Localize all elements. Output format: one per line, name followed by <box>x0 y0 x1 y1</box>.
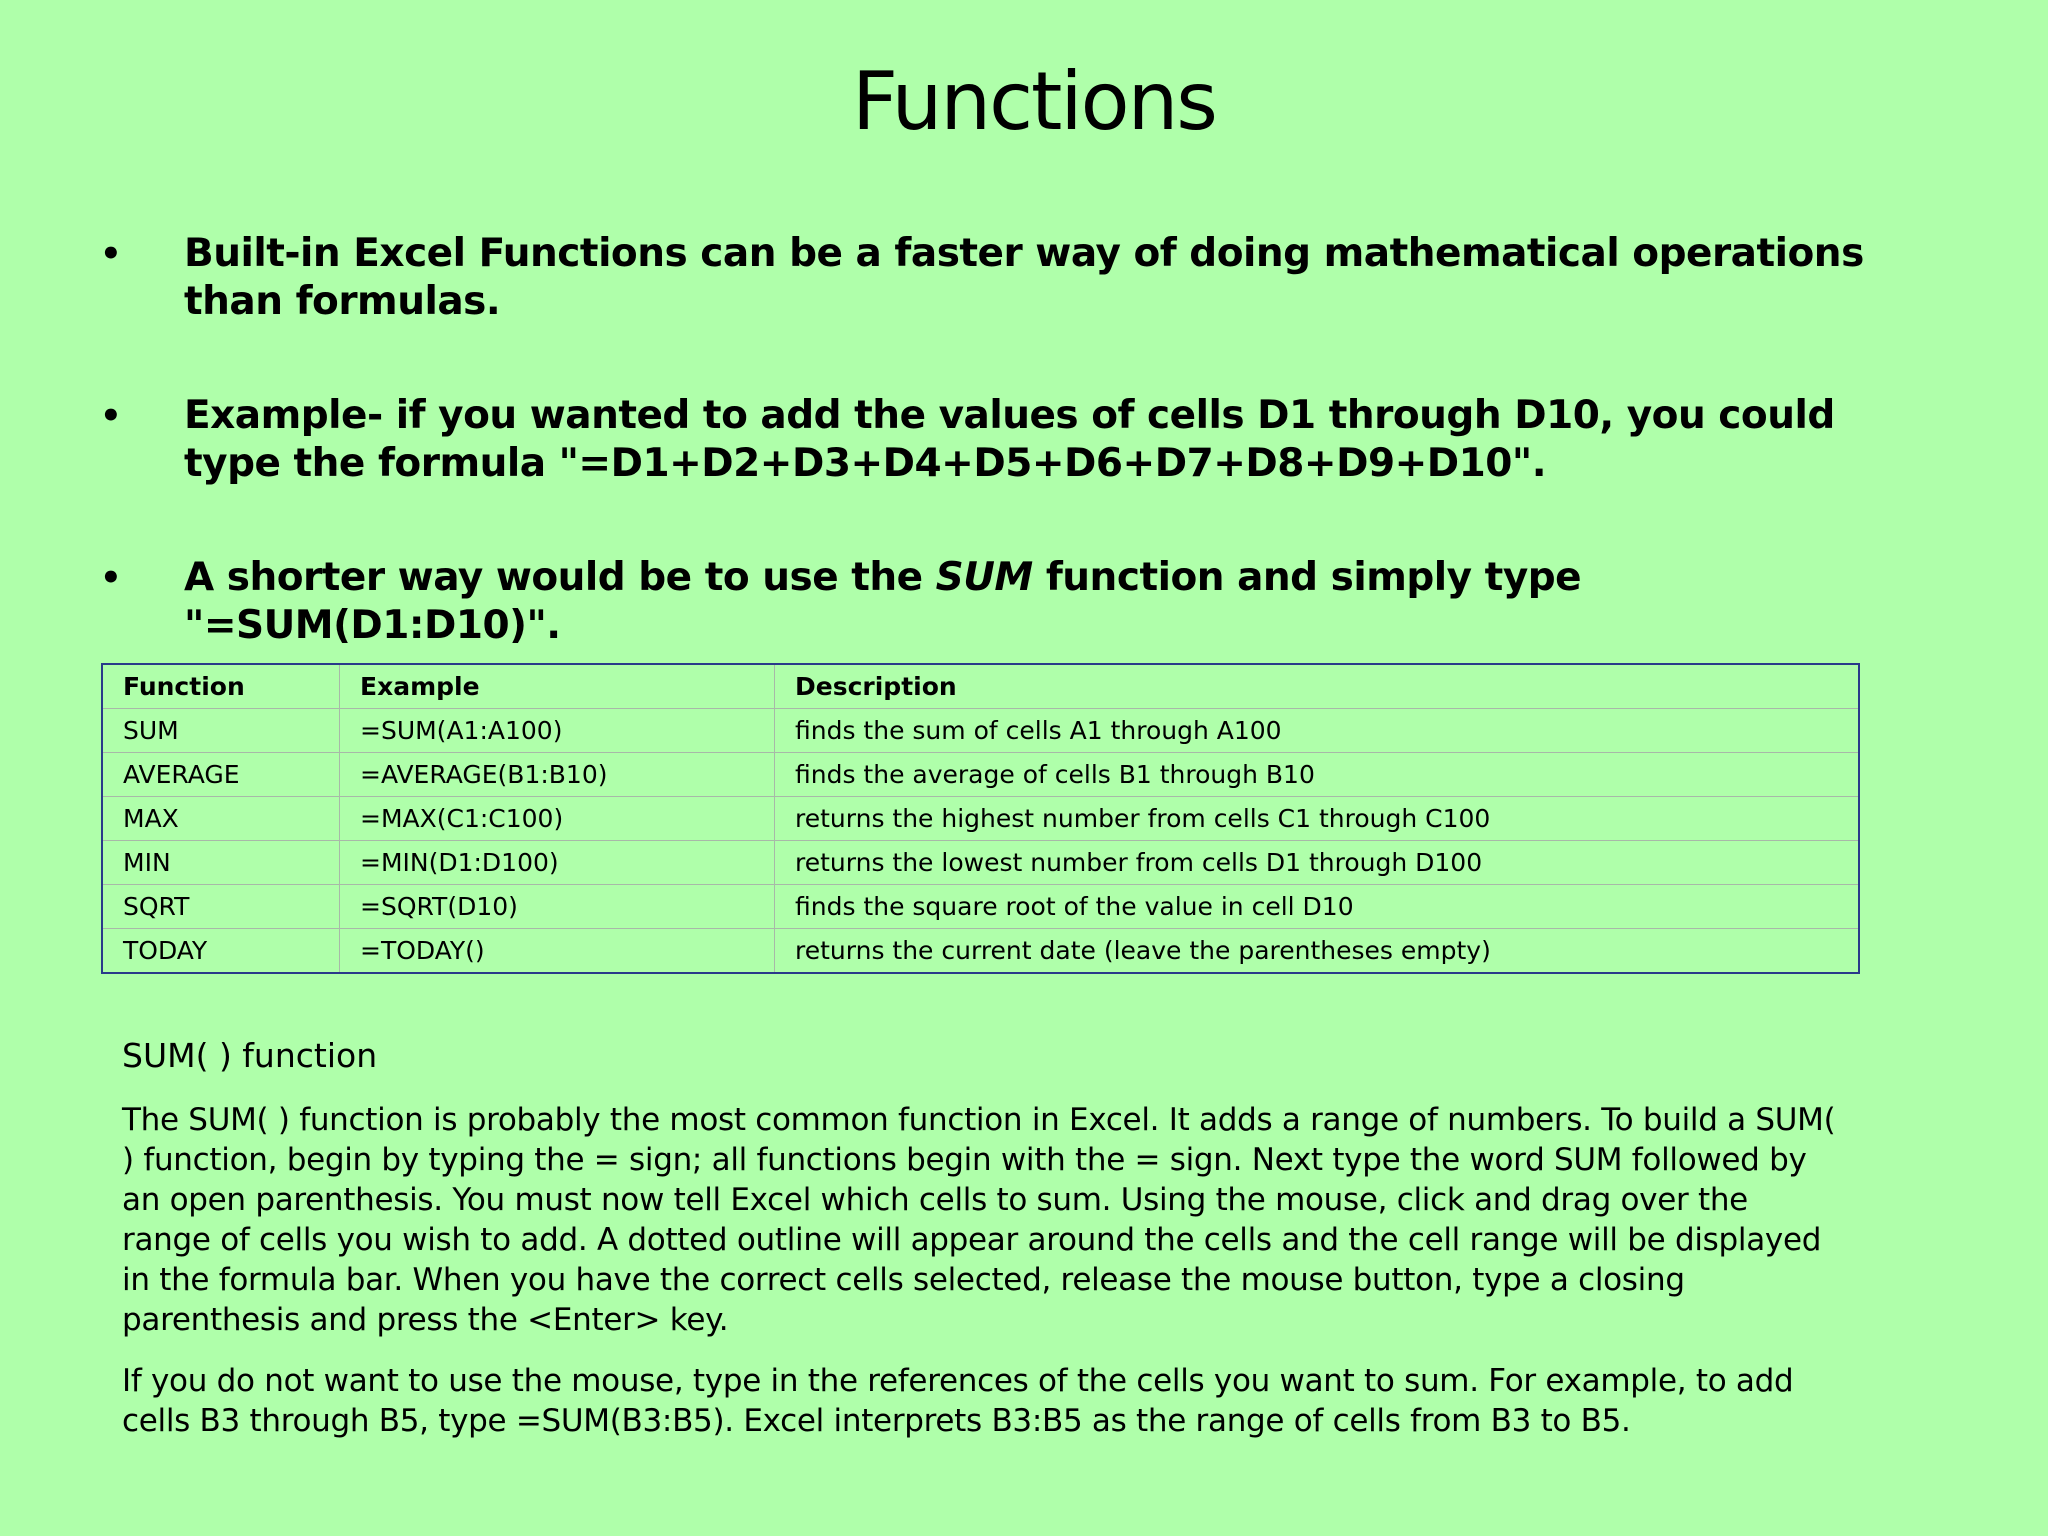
table-row <box>102 885 1859 929</box>
bullet-text: Built-in Excel Functions can be a faster way of doing mathematical operations than formulas. <box>184 231 1864 324</box>
cell-example: =MAX(C1:C100) <box>340 797 775 841</box>
bullet-text-after: function and simply type "=SUM(D1:D10)". <box>184 555 1582 648</box>
cell-description: returns the highest number from cells C1 through C100 <box>775 797 1860 841</box>
bullet-icon: • <box>100 558 122 598</box>
bullet-icon: • <box>100 396 122 436</box>
cell-function: MAX <box>102 797 340 841</box>
cell-function: TODAY <box>102 929 340 974</box>
bullet-text-before: A shorter way would be to use the <box>184 555 936 600</box>
cell-description: finds the square root of the value in cell D10 <box>775 885 1860 929</box>
cell-example: =AVERAGE(B1:B10) <box>340 753 775 797</box>
header-example: Example <box>340 664 775 709</box>
bullet-text: Example- if you wanted to add the values of cells D1 through D10, you could type the formula "=D1+D2+D3+D4+D5+D6+D7+D8+D9+D10". <box>184 393 1835 486</box>
section-heading: SUM( ) function <box>122 1036 378 1075</box>
cell-description: finds the average of cells B1 through B10 <box>775 753 1860 797</box>
paragraph: The SUM( ) function is probably the most common function in Excel. It adds a range of numbers. To build a SUM( ) function, begin by typing the = sign; all functions begin with the = sign. Next type the word SUM followed by an open parenthesis. You must now tell Excel which cells to sum. Using the mouse, click and drag over the range of cells you wish to add. A dotted outline will appear around the cells and the cell range will be displayed in the formula bar. When you have the correct cells selected, release the mouse button, type a closing parenthesis and press the <Enter> key. <box>122 1102 1836 1338</box>
paragraph: If you do not want to use the mouse, type in the references of the cells you want to sum. For example, to add cells B3 through B5, type =SUM(B3:B5). Excel interprets B3:B5 as the range of cells from B3 to B5. <box>122 1363 1794 1439</box>
cell-function: SUM <box>102 709 340 753</box>
cell-function: SQRT <box>102 885 340 929</box>
cell-function: AVERAGE <box>102 753 340 797</box>
cell-description: returns the lowest number from cells D1 through D100 <box>775 841 1860 885</box>
bullet-item <box>100 392 1900 488</box>
cell-description: finds the sum of cells A1 through A100 <box>775 709 1860 753</box>
bullet-list <box>100 230 1900 650</box>
slide-title: Functions <box>852 55 1216 148</box>
table-row <box>102 929 1859 974</box>
cell-example: =SQRT(D10) <box>340 885 775 929</box>
functions-table <box>101 663 1860 974</box>
header-description: Description <box>775 664 1860 709</box>
bullet-icon: • <box>100 234 122 274</box>
table-row <box>102 709 1859 753</box>
table-row <box>102 753 1859 797</box>
header-function: Function <box>102 664 340 709</box>
cell-example: =TODAY() <box>340 929 775 974</box>
bullet-text-emphasis: SUM <box>935 555 1033 600</box>
table-row <box>102 841 1859 885</box>
cell-example: =MIN(D1:D100) <box>340 841 775 885</box>
cell-description: returns the current date (leave the parentheses empty) <box>775 929 1860 974</box>
bullet-item <box>100 230 1900 326</box>
cell-function: MIN <box>102 841 340 885</box>
table-row <box>102 797 1859 841</box>
bullet-item <box>100 554 1900 650</box>
table-header-row <box>102 664 1859 709</box>
cell-example: =SUM(A1:A100) <box>340 709 775 753</box>
